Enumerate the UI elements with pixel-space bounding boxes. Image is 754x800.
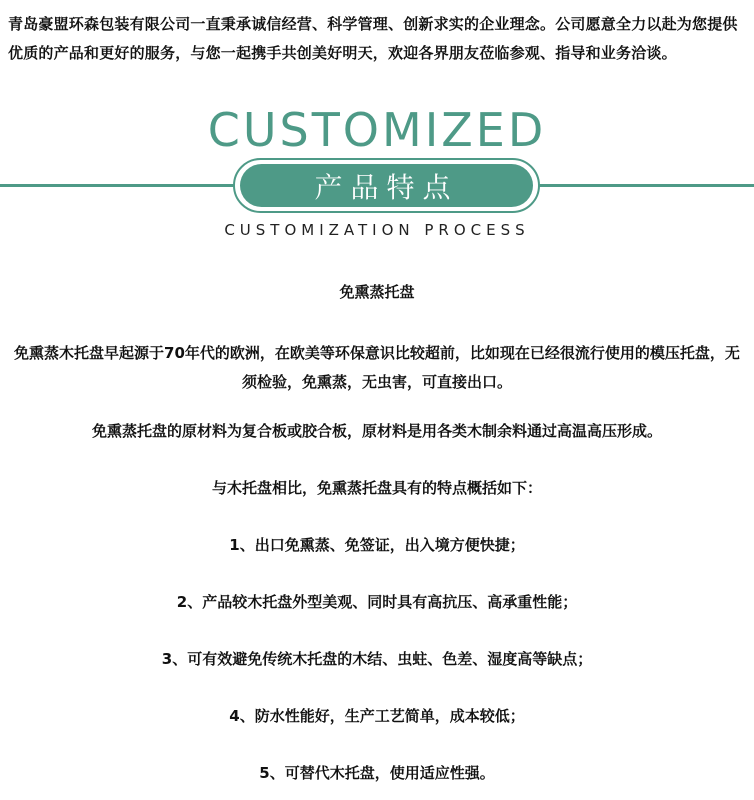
banner-rule-right	[538, 184, 754, 187]
company-intro: 青岛豪盟环森包装有限公司一直秉承诚信经营、科学管理、创新求实的企业理念。公司愿意全力以赴为您提供优质的产品和更好的服务，与您一起携手共创美好明天，欢迎各界朋友莅临参观、指导和业务洽谈。	[8, 15, 738, 62]
feature-item: 2、产品较木托盘外型美观、同时具有高抗压、高承重性能；	[176, 593, 578, 611]
product-features	[12, 280, 742, 788]
paragraph-origin: 免熏蒸木托盘早起源于70年代的欧洲，在欧美等环保意识比较超前，比如现在已经很流行使用的模压托盘，无须检验，免熏蒸，无虫害，可直接出口。	[14, 344, 740, 391]
feature-item: 4、防水性能好，生产工艺简单，成本较低；	[229, 707, 525, 725]
feature-item: 1、出口免熏蒸、免签证，出入境方便快捷；	[229, 536, 525, 554]
feature-item: 5、可替代木托盘，使用适应性强。	[259, 764, 495, 782]
section-banner	[0, 100, 754, 250]
feature-item: 3、可有效避免传统木托盘的木结、虫蛀、色差、湿度高等缺点；	[161, 650, 593, 668]
banner-pill-fill	[240, 164, 533, 207]
banner-title: CUSTOMIZED	[207, 103, 547, 157]
banner-pill-label: 产品特点	[314, 170, 459, 204]
banner-pill	[233, 158, 540, 213]
paragraph-comparison: 与木托盘相比，免熏蒸托盘具有的特点概括如下：	[211, 479, 542, 497]
paragraph-material: 免熏蒸托盘的原材料为复合板或胶合板，原材料是用各类木制余料通过高温高压形成。	[91, 422, 662, 440]
content-heading: 免熏蒸托盘	[339, 283, 415, 301]
banner-subtitle: CUSTOMIZATION PROCESS	[224, 221, 530, 239]
banner-rule-left	[0, 184, 236, 187]
